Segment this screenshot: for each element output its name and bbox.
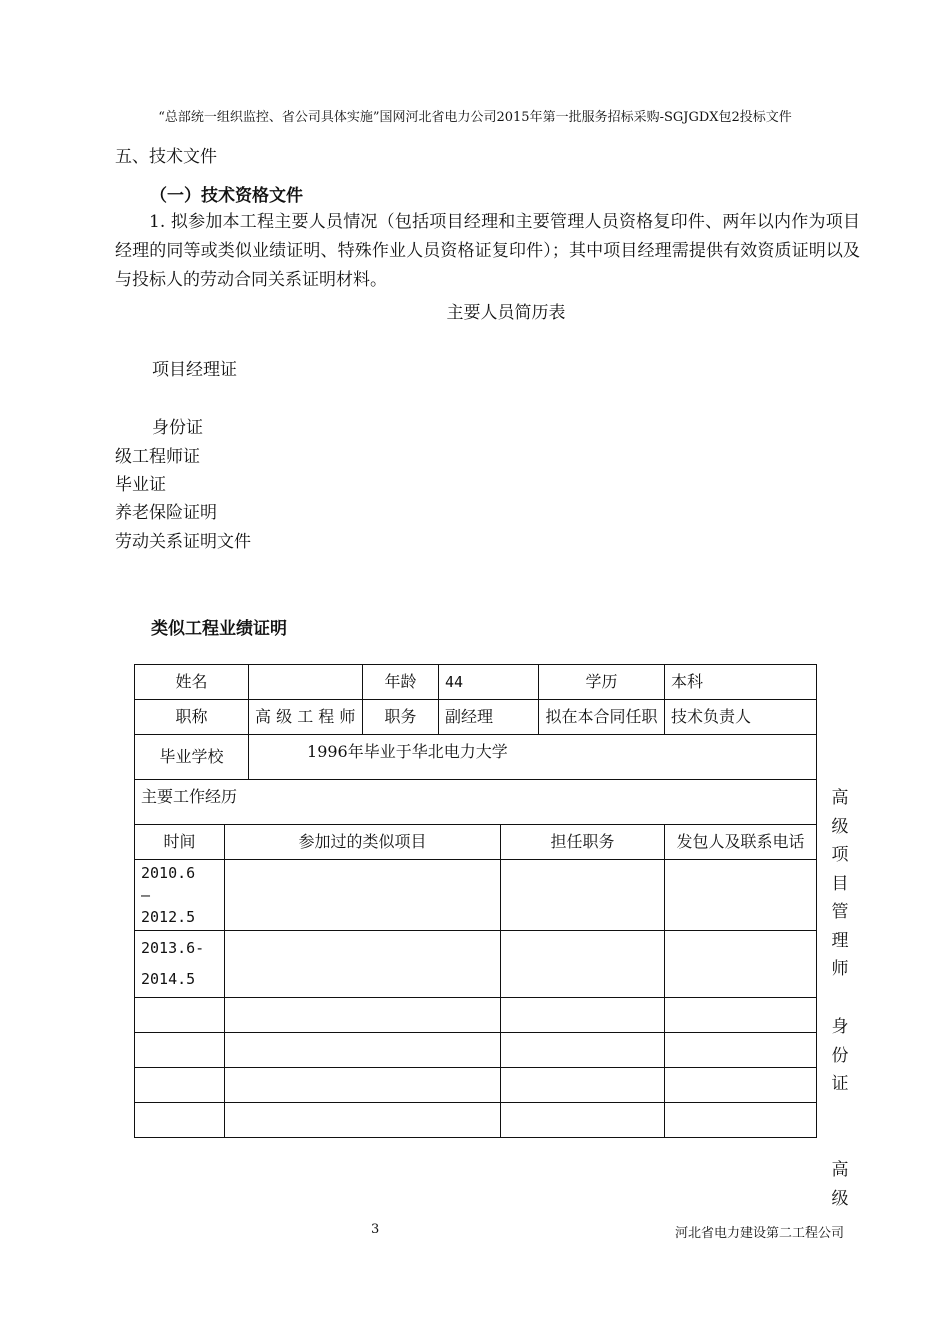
- side-text-senior: 高级: [831, 1160, 849, 1209]
- name-label: 姓名: [135, 665, 249, 700]
- education-label: 学历: [539, 665, 665, 700]
- doc-pension: 养老保险证明: [115, 503, 217, 523]
- doc-engineer-cert: 级工程师证: [115, 447, 200, 467]
- document-header: “总部统一组织监控、省公司具体实施”国网河北省电力公司2015年第一批服务招标采购-SGJGDX包2投标文件: [158, 110, 792, 125]
- table-row: [135, 735, 817, 780]
- table-row: [135, 998, 817, 1033]
- doc-id-card: 身份证: [152, 418, 203, 438]
- col-project: 参加过的类似项目: [225, 825, 501, 860]
- row2-duty: [501, 931, 665, 998]
- subsection-title: （一）技术资格文件: [150, 186, 303, 206]
- row2-time-start: 2013.6-: [141, 939, 205, 957]
- row1-duty: [501, 860, 665, 931]
- row1-time-end: 2012.5: [141, 908, 196, 926]
- table-row: [135, 780, 817, 825]
- school-label: 毕业学校: [135, 735, 249, 780]
- performance-title: 类似工程业绩证明: [151, 619, 287, 639]
- row2-contact: [665, 931, 817, 998]
- school-value: 1996年毕业于华北电力大学: [249, 735, 817, 780]
- job-title-value: 高 级 工 程 师: [249, 700, 363, 735]
- doc-pm-cert: 项目经理证: [152, 360, 237, 380]
- side-text-id-card: 身份证: [831, 1017, 849, 1094]
- doc-diploma: 毕业证: [115, 475, 166, 495]
- row2-project: [225, 931, 501, 998]
- row1-contact: [665, 860, 817, 931]
- table-row: [135, 931, 817, 998]
- row1-time-dash: —: [141, 886, 151, 904]
- table-row: [135, 700, 817, 735]
- age-value: 44: [439, 665, 539, 700]
- side-text-senior-pm: 高级项目管理师: [831, 788, 849, 979]
- job-title-label: 职称: [135, 700, 249, 735]
- footer-company: 河北省电力建设第二工程公司: [675, 1226, 845, 1241]
- page-number: 3: [371, 1222, 380, 1237]
- doc-labor: 劳动关系证明文件: [115, 532, 251, 552]
- resume-table: [134, 664, 817, 1138]
- duty-value: 副经理: [439, 700, 539, 735]
- duty-label: 职务: [363, 700, 439, 735]
- resume-table-title: 主要人员简历表: [446, 303, 566, 323]
- role-value: 技术负责人: [665, 700, 817, 735]
- col-duty: 担任职务: [501, 825, 665, 860]
- table-header-row: [135, 825, 817, 860]
- col-time: 时间: [135, 825, 225, 860]
- table-row: [135, 1033, 817, 1068]
- row1-project: [225, 860, 501, 931]
- role-label: 拟在本合同任职: [539, 700, 665, 735]
- row2-time: [135, 931, 225, 998]
- experience-label: 主要工作经历: [135, 780, 817, 825]
- table-row: [135, 1068, 817, 1103]
- name-value: [249, 665, 363, 700]
- intro-paragraph: 1. 拟参加本工程主要人员情况（包括项目经理和主要管理人员资格复印件、两年以内作为项目经理的同等或类似业绩证明、特殊作业人员资格证复印件）；其中项目经理需提供有效资质证明以及与投标人的劳动合同关系证明材料。: [115, 212, 860, 290]
- table-row: [135, 1103, 817, 1138]
- table-row: [135, 665, 817, 700]
- age-label: 年龄: [363, 665, 439, 700]
- col-contact: 发包人及联系电话: [665, 825, 817, 860]
- section-title: 五、技术文件: [115, 147, 217, 167]
- row1-time-start: 2010.6: [141, 864, 196, 882]
- education-value: 本科: [665, 665, 817, 700]
- table-row: [135, 860, 817, 931]
- row2-time-end: 2014.5: [141, 970, 196, 988]
- row1-time: [135, 860, 225, 931]
